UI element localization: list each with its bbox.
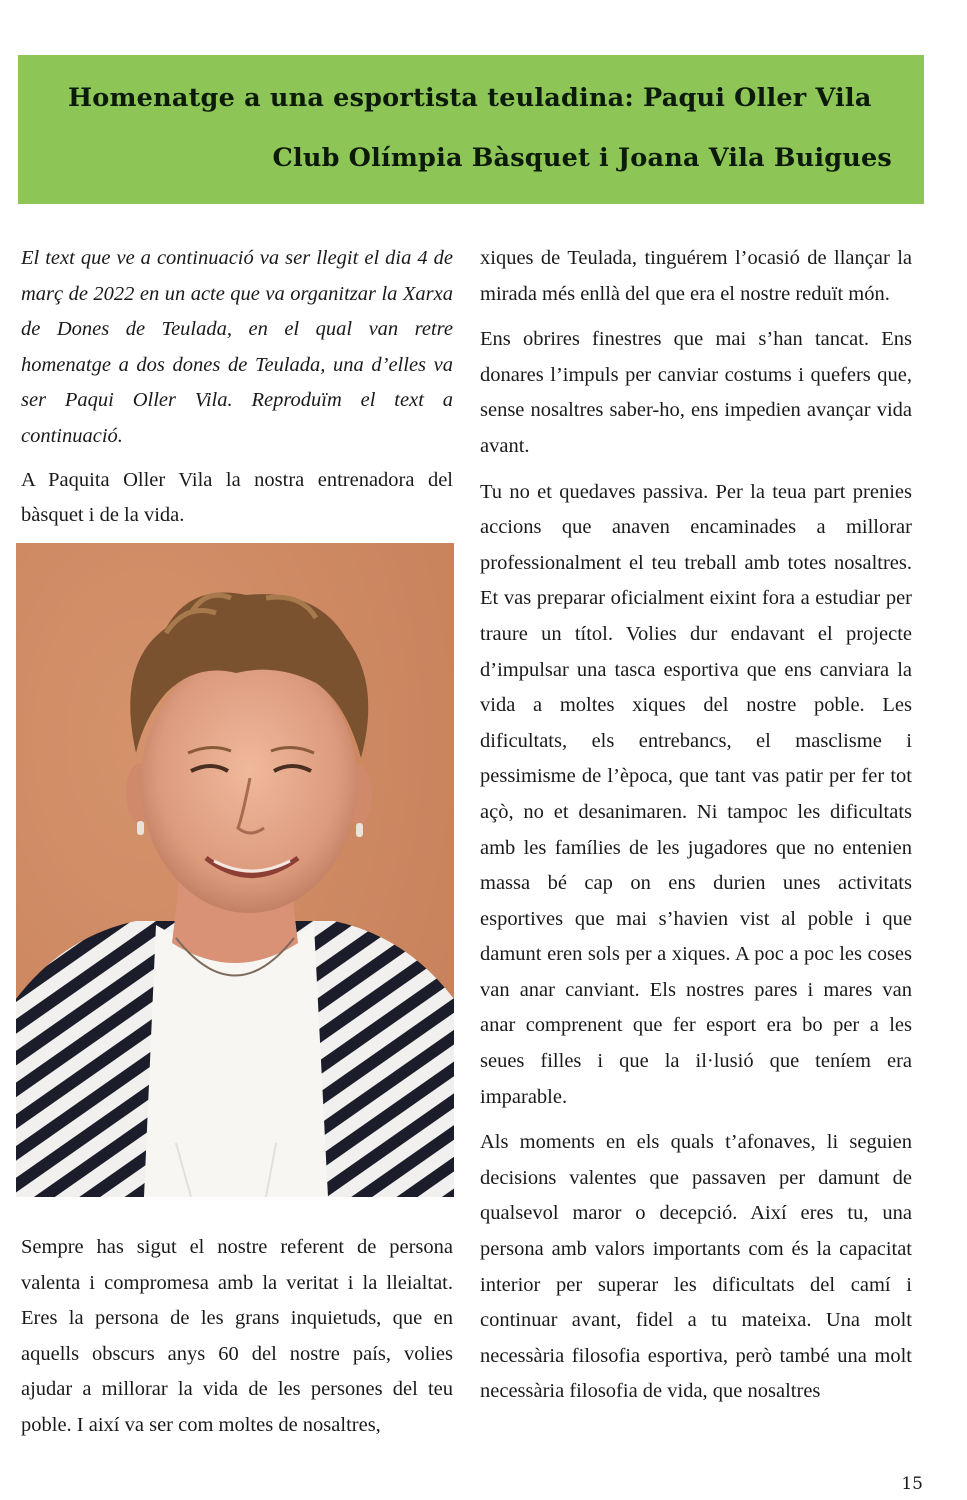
dedication-paragraph: A Paquita Oller Vila la nostra entrenadora del bàsquet i de la vida. xyxy=(21,468,453,527)
left-column-top xyxy=(21,241,453,534)
body-paragraph: Als moments en els quals t’afonaves, li seguien decisions valentes que passaven per damunt de qualsevol maror o decepció. Així eres tu, una persona amb valors importants com és la capacitat interior per superar les dificultats del camí i continuar avant, fidel a tu mateixa. Una molt necessària filosofia esportiva, però també una molt necessària filosofia de vida, que nosaltres xyxy=(480,1131,912,1403)
body-paragraph: Sempre has sigut el nostre referent de persona valenta i compromesa amb la veritat i la lleialtat. Eres la persona de les grans inquietuds, que en aquells obscurs anys 60 del nostre país, volies ajudar a millorar la vida de les persones del teu poble. I així va ser com moltes de nosaltres, xyxy=(21,1236,453,1436)
portrait-illustration xyxy=(16,543,454,1197)
body-paragraph: Ens obrires finestres que mai s’han tancat. Ens donares l’impuls per canviar costums i quefers que, sense nosaltres saber-ho, ens impedien avançar vida avant. xyxy=(480,328,912,457)
article-subtitle: Club Olímpia Bàsquet i Joana Vila Buigues xyxy=(272,143,892,173)
page-number: 15 xyxy=(901,1474,923,1494)
portrait-photo xyxy=(16,543,454,1197)
left-column-bottom xyxy=(21,1230,453,1444)
body-paragraph: xiques de Teulada, tinguérem l’ocasió de llançar la mirada més enllà del que era el nostre reduït món. xyxy=(480,247,912,305)
intro-paragraph: El text que ve a continuació va ser llegit el dia 4 de març de 2022 en un acte que va organitzar la Xarxa de Dones de Teulada, en el qual van retre homenatge a dos dones de Teulada, una d’elles va ser Paqui Oller Vila. Reproduïm el text a continuació. xyxy=(21,247,453,447)
title-banner xyxy=(18,55,924,204)
body-paragraph: Tu no et quedaves passiva. Per la teua part prenies accions que anaven encaminades a millorar professionalment el teu treball amb totes nosaltres. Et vas preparar oficialment eixint fora a estudiar per traure un títol. Volies dur endavant el projecte d’impulsar una tasca esportiva que ens canviara la vida a moltes xiques del nostre poble. Les dificultats, els entrebancs, el masclisme i pessimisme de l’època, que tant vas patir per fer tot açò, no et desanimaren. Ni tampoc les dificultats amb les famílies de les jugadores que no entenien massa bé cap on ens durien unes activitats esportives que mai s’havien vist al poble i que damunt eren sols per a xiques. A poc a poc les coses van anar canviant. Els nostres pares i mares van anar comprenent que fer esport era bo per a les seues filles i que la il·lusió que teníem era imparable. xyxy=(480,480,912,1108)
right-column xyxy=(480,241,912,1410)
article-title: Homenatge a una esportista teuladina: Paqui Oller Vila xyxy=(68,83,872,113)
